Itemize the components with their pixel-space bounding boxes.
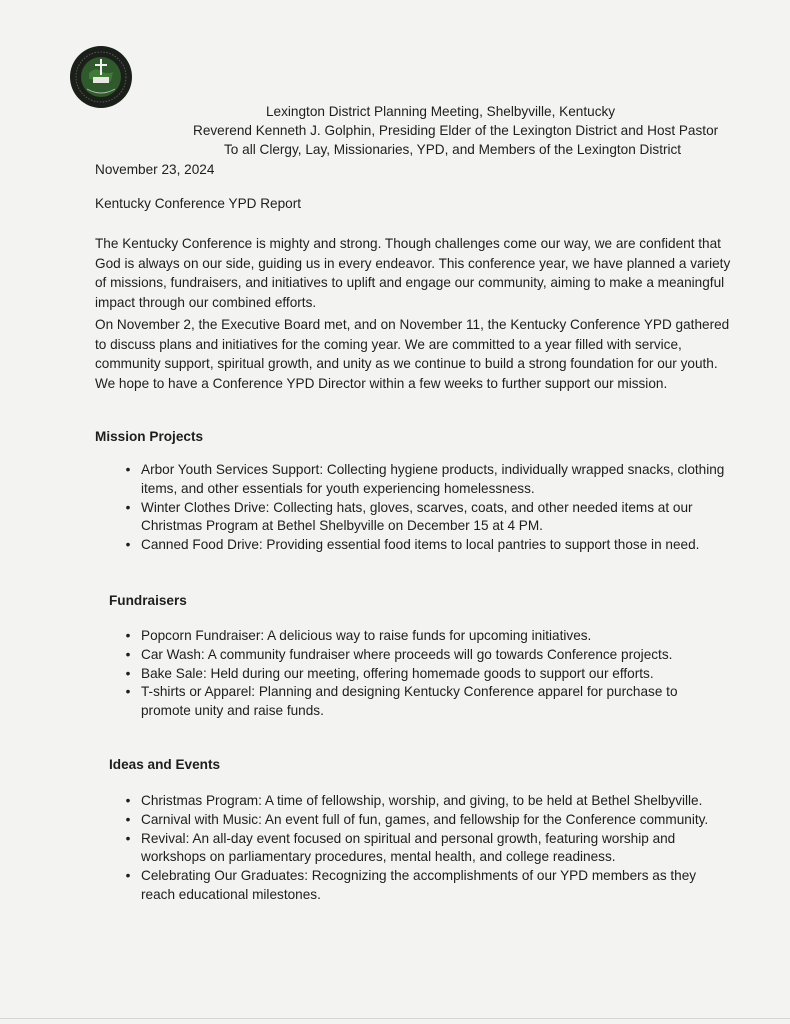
list-item bbox=[118, 627, 731, 646]
list-item bbox=[118, 536, 731, 555]
list-item-text: Car Wash: A community fundraiser where proceeds will go towards Conference projects. bbox=[141, 646, 673, 662]
bullet-icon: • bbox=[125, 628, 131, 643]
list-item-text: Popcorn Fundraiser: A delicious way to raise funds for upcoming initiatives. bbox=[141, 628, 592, 643]
report-date: November 23, 2024 bbox=[95, 162, 215, 177]
list-item bbox=[118, 683, 731, 721]
list-item-text: Winter Clothes Drive: Collecting hats, gloves, scarves, coats, and other needed items at our Christmas Program at Bethel Shelbyville on December 15 at 4 PM. bbox=[141, 499, 693, 534]
section-heading-ideas-and-events: Ideas and Events bbox=[109, 757, 221, 772]
list-item-text: Arbor Youth Services Support: Collecting hygiene products, individually wrapped snacks, clothing items, and other essentials for youth experiencing homelessness. bbox=[141, 462, 725, 496]
meeting-paragraph: On November 2, the Executive Board met, and on November 11, the Kentucky Conference YPD gathered to discuss plans and initiatives for the coming year. We are committed to a year filled with service, community support, spiritual growth, and unity as we continue to build a strong foundation for our youth. We hope to have a Conference YPD Director within a few weeks to further support our mission. bbox=[95, 317, 730, 391]
list-item bbox=[118, 867, 731, 905]
bullet-icon: • bbox=[125, 830, 131, 846]
list-item-text: Bake Sale: Held during our meeting, offering homemade goods to support our efforts. bbox=[141, 665, 654, 681]
header-line-3: To all Clergy, Lay, Missionaries, YPD, and Members of the Lexington District bbox=[224, 142, 682, 157]
header-line-1: Lexington District Planning Meeting, Shelbyville, Kentucky bbox=[266, 104, 616, 119]
list-item bbox=[118, 665, 731, 684]
bullet-icon: • bbox=[125, 462, 131, 477]
bullet-icon: • bbox=[125, 499, 131, 515]
list-item bbox=[118, 792, 731, 811]
church-seal-icon bbox=[69, 45, 133, 109]
list-item bbox=[118, 461, 731, 499]
bullet-icon: • bbox=[125, 537, 131, 553]
list-item bbox=[118, 811, 731, 830]
section-heading-mission-projects: Mission Projects bbox=[95, 429, 204, 444]
list-item-text: Canned Food Drive: Providing essential food items to local pantries to support those in need. bbox=[141, 537, 700, 553]
list-item bbox=[118, 646, 731, 665]
header-line-2: Reverend Kenneth J. Golphin, Presiding Elder of the Lexington District and Host Pastor bbox=[193, 123, 719, 138]
bullet-icon: • bbox=[125, 665, 131, 681]
mission-projects-list bbox=[118, 461, 731, 555]
list-item bbox=[118, 830, 731, 868]
bullet-icon: • bbox=[125, 868, 131, 884]
list-item bbox=[118, 499, 731, 537]
intro-paragraph: The Kentucky Conference is mighty and strong. Though challenges come our way, we are confident that God is always on our side, guiding us in every endeavor. This conference year, we have planned a variety of missions, fundraisers, and initiatives to uplift and engage our community, aiming to make a meaningful impact through our combined efforts. bbox=[95, 236, 731, 310]
bullet-icon: • bbox=[125, 793, 131, 808]
list-item-text: Celebrating Our Graduates: Recognizing the accomplishments of our YPD members as they reach educational milestones. bbox=[141, 868, 697, 902]
ideas-and-events-list bbox=[118, 792, 731, 905]
list-item-text: T-shirts or Apparel: Planning and designing Kentucky Conference apparel for purchase to promote unity and raise funds. bbox=[141, 684, 678, 719]
section-heading-fundraisers: Fundraisers bbox=[109, 593, 187, 608]
list-item-text: Carnival with Music: An event full of fun, games, and fellowship for the Conference community. bbox=[141, 811, 709, 827]
fundraisers-list bbox=[118, 627, 731, 721]
list-item-text: Revival: An all-day event focused on spiritual and personal growth, featuring worship and workshops on parliamentary procedures, mental health, and college readiness. bbox=[141, 830, 676, 865]
bullet-icon: • bbox=[125, 646, 131, 662]
page-bottom-edge bbox=[0, 1018, 790, 1019]
list-item-text: Christmas Program: A time of fellowship, worship, and giving, to be held at Bethel Shelbyville. bbox=[141, 793, 703, 808]
report-title: Kentucky Conference YPD Report bbox=[95, 196, 302, 211]
bullet-icon: • bbox=[125, 811, 131, 827]
bullet-icon: • bbox=[125, 684, 131, 700]
